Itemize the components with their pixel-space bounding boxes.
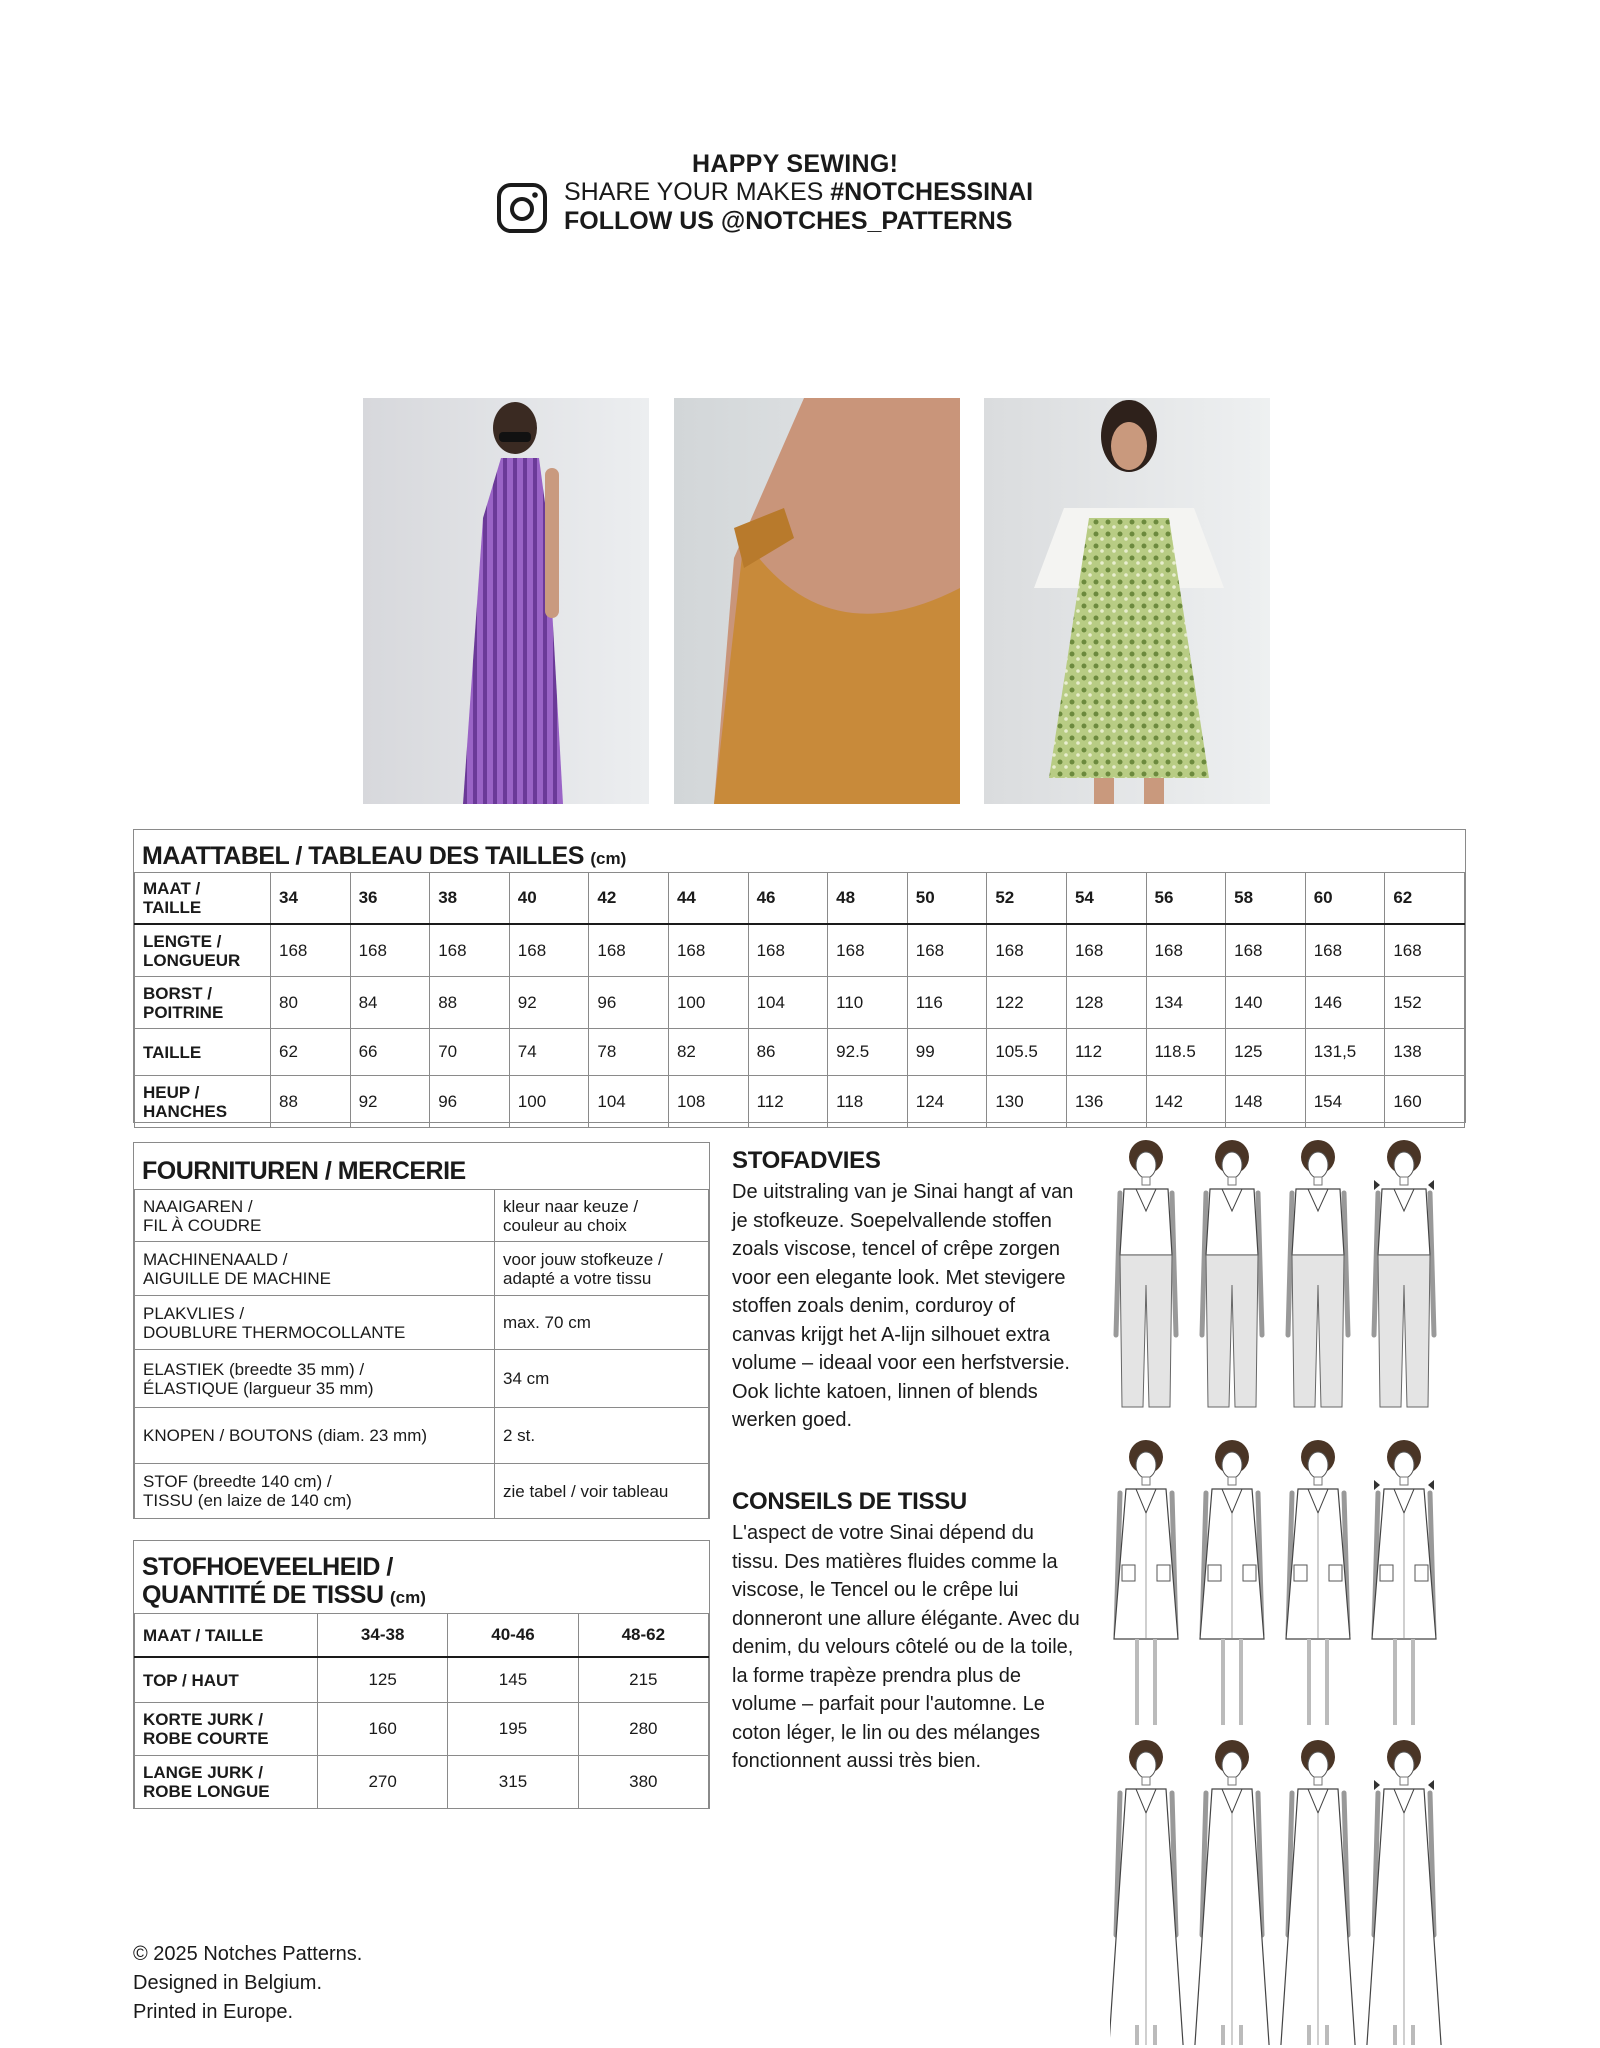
supply-value: max. 70 cm xyxy=(495,1296,709,1350)
garment-figure xyxy=(1116,1140,1176,1407)
value-cell: 215 xyxy=(578,1657,708,1703)
row-label: LANGE JURK / ROBE LONGUE xyxy=(135,1756,318,1809)
value-cell: 168 xyxy=(350,924,430,977)
size-row-hips xyxy=(135,1076,1465,1128)
technical-drawings xyxy=(1110,1135,1470,2045)
row-label: TOP / HAUT xyxy=(135,1657,318,1703)
size-cell: 60 xyxy=(1305,873,1385,925)
value-cell: 131,5 xyxy=(1305,1029,1385,1076)
copyright: © 2025 Notches Patterns. xyxy=(133,1943,363,1965)
printed-in: Printed in Europe. xyxy=(133,2001,294,2023)
value-cell: 168 xyxy=(1385,924,1465,977)
garment-figure xyxy=(1110,1740,1184,2045)
quantity-row-long-dress xyxy=(135,1756,709,1809)
value-cell: 62 xyxy=(271,1029,351,1076)
value-cell: 168 xyxy=(907,924,987,977)
size-cell: 34 xyxy=(271,873,351,925)
size-table-header-row xyxy=(135,873,1465,925)
share-prefix: SHARE YOUR MAKES xyxy=(564,178,831,206)
supplies-row xyxy=(135,1296,709,1350)
size-cell: 56 xyxy=(1146,873,1226,925)
row-label: BORST / POITRINE xyxy=(135,977,271,1029)
quantity-row-top xyxy=(135,1657,709,1703)
supply-item: NAAIGAREN / FIL À COUDRE xyxy=(135,1190,495,1242)
value-cell: 140 xyxy=(1226,977,1306,1029)
quantity-header-row xyxy=(135,1614,709,1658)
value-cell: 92.5 xyxy=(828,1029,908,1076)
value-cell: 380 xyxy=(578,1756,708,1809)
size-cell: 52 xyxy=(987,873,1067,925)
value-cell: 84 xyxy=(350,977,430,1029)
value-cell: 130 xyxy=(987,1076,1067,1128)
row-label: HEUP / HANCHES xyxy=(135,1076,271,1128)
supplies-row xyxy=(135,1408,709,1464)
value-cell: 66 xyxy=(350,1029,430,1076)
supply-item: STOF (breedte 140 cm) / TISSU (en laize de 140 cm) xyxy=(135,1464,495,1519)
value-cell: 145 xyxy=(448,1657,578,1703)
share-hashtag: #NOTCHESSINAI xyxy=(830,178,1034,206)
supplies-row xyxy=(135,1350,709,1408)
value-cell: 146 xyxy=(1305,977,1385,1029)
supplies-table xyxy=(134,1189,709,1519)
value-cell: 92 xyxy=(509,977,589,1029)
value-cell: 168 xyxy=(589,924,669,977)
garment-figure xyxy=(1374,1140,1434,1407)
value-cell: 168 xyxy=(1066,924,1146,977)
fabric-advice-heading-nl: STOFADVIES xyxy=(732,1147,881,1174)
quantity-row-short-dress xyxy=(135,1703,709,1756)
supply-value: kleur naar keuze / couleur au choix xyxy=(495,1190,709,1242)
value-cell: 124 xyxy=(907,1076,987,1128)
size-cell: 62 xyxy=(1385,873,1465,925)
value-cell: 110 xyxy=(828,977,908,1029)
fabric-advice-heading-fr: CONSEILS DE TISSU xyxy=(732,1488,967,1515)
size-range: 48-62 xyxy=(578,1614,708,1658)
garment-figure xyxy=(1372,1440,1436,1725)
value-cell: 136 xyxy=(1066,1076,1146,1128)
value-cell: 152 xyxy=(1385,977,1465,1029)
purple-striped-dress-photo xyxy=(363,398,649,804)
row-label: KORTE JURK / ROBE COURTE xyxy=(135,1703,318,1756)
value-cell: 118 xyxy=(828,1076,908,1128)
fabric-advice-text-nl: De uitstraling van je Sinai hangt af van je stofkeuze. Soepelvallende stoffen zoals viscose, tencel of crêpe zorgen voor een elegante look. Met stevigere stoffen zoals denim, corduroy of canvas krijgt het A-lijn silhouet extra volume – ideaal voor een herfstversie. Ook lichte katoen, linnen of blends werken goed. xyxy=(732,1181,1074,1431)
garment-figure xyxy=(1200,1440,1264,1725)
size-cell: 36 xyxy=(350,873,430,925)
size-header-label: MAAT / TAILLE xyxy=(135,873,271,925)
size-range: 34-38 xyxy=(318,1614,448,1658)
garment-figure xyxy=(1280,1740,1356,2045)
value-cell: 160 xyxy=(1385,1076,1465,1128)
supplies-row xyxy=(135,1242,709,1296)
happy-sewing-title: HAPPY SEWING! xyxy=(692,150,899,178)
row-label: TAILLE xyxy=(135,1029,271,1076)
fabric-advice-text-fr: L'aspect de votre Sinai dépend du tissu. Des matières fluides comme la viscose, le Tencel ou le crêpe lui donneront une allure élégante. Avec du denim, du velours côtelé ou de la toile, la forme trapèze prendra plus de volume – parfait pour l'automne. Le coton léger, le lin ou des mélanges fonctionnent aussi très bien. xyxy=(732,1522,1080,1772)
designed-in: Designed in Belgium. xyxy=(133,1972,322,1994)
value-cell: 270 xyxy=(318,1756,448,1809)
value-cell: 134 xyxy=(1146,977,1226,1029)
value-cell: 100 xyxy=(509,1076,589,1128)
value-cell: 168 xyxy=(987,924,1067,977)
value-cell: 99 xyxy=(907,1029,987,1076)
value-cell: 96 xyxy=(589,977,669,1029)
value-cell: 168 xyxy=(1305,924,1385,977)
footer xyxy=(133,1940,362,2027)
value-cell: 104 xyxy=(589,1076,669,1128)
value-cell: 168 xyxy=(271,924,351,977)
share-line xyxy=(564,178,1033,207)
instagram-icon xyxy=(496,182,548,234)
supply-value: zie tabel / voir tableau xyxy=(495,1464,709,1519)
value-cell: 125 xyxy=(1226,1029,1306,1076)
size-row-bust xyxy=(135,977,1465,1029)
supply-value: voor jouw stofkeuze / adapté a votre tissu xyxy=(495,1242,709,1296)
value-cell: 138 xyxy=(1385,1029,1465,1076)
value-cell: 160 xyxy=(318,1703,448,1756)
green-floral-short-dress-photo xyxy=(984,398,1270,804)
garment-illustrations xyxy=(1110,1135,1470,2045)
value-cell: 168 xyxy=(668,924,748,977)
value-cell: 112 xyxy=(1066,1029,1146,1076)
size-cell: 54 xyxy=(1066,873,1146,925)
size-cell: 44 xyxy=(668,873,748,925)
supplies-title: FOURNITUREN / MERCERIE xyxy=(142,1157,466,1185)
size-cell: 48 xyxy=(828,873,908,925)
value-cell: 88 xyxy=(430,977,510,1029)
value-cell: 74 xyxy=(509,1029,589,1076)
value-cell: 92 xyxy=(350,1076,430,1128)
value-cell: 86 xyxy=(748,1029,828,1076)
value-cell: 142 xyxy=(1146,1076,1226,1128)
size-table xyxy=(134,872,1465,1128)
value-cell: 100 xyxy=(668,977,748,1029)
size-cell: 50 xyxy=(907,873,987,925)
value-cell: 154 xyxy=(1305,1076,1385,1128)
supplies-row xyxy=(135,1464,709,1519)
fabric-quantity-title: STOFHOEVEELHEID / QUANTITÉ DE TISSU (cm) xyxy=(142,1553,426,1609)
value-cell: 280 xyxy=(578,1703,708,1756)
fabric-quantity-section xyxy=(133,1540,710,1809)
value-cell: 78 xyxy=(589,1029,669,1076)
value-cell: 168 xyxy=(1146,924,1226,977)
value-cell: 148 xyxy=(1226,1076,1306,1128)
value-cell: 96 xyxy=(430,1076,510,1128)
quantity-header-label: MAAT / TAILLE xyxy=(135,1614,318,1658)
value-cell: 88 xyxy=(271,1076,351,1128)
supply-value: 2 st. xyxy=(495,1408,709,1464)
garment-figure xyxy=(1288,1140,1348,1407)
supply-item: KNOPEN / BOUTONS (diam. 23 mm) xyxy=(135,1408,495,1464)
value-cell: 118.5 xyxy=(1146,1029,1226,1076)
supplies-section xyxy=(133,1142,710,1519)
size-cell: 40 xyxy=(509,873,589,925)
value-cell: 82 xyxy=(668,1029,748,1076)
value-cell: 195 xyxy=(448,1703,578,1756)
value-cell: 168 xyxy=(1226,924,1306,977)
supply-item: PLAKVLIES / DOUBLURE THERMOCOLLANTE xyxy=(135,1296,495,1350)
size-row-waist xyxy=(135,1029,1465,1076)
row-label: LENGTE / LONGUEUR xyxy=(135,924,271,977)
value-cell: 112 xyxy=(748,1076,828,1128)
garment-figure xyxy=(1366,1740,1442,2045)
garment-figure xyxy=(1286,1440,1350,1725)
follow-line: FOLLOW US @NOTCHES_PATTERNS xyxy=(564,207,1013,235)
size-row-length xyxy=(135,924,1465,977)
value-cell: 116 xyxy=(907,977,987,1029)
supply-item: MACHINENAALD / AIGUILLE DE MACHINE xyxy=(135,1242,495,1296)
value-cell: 122 xyxy=(987,977,1067,1029)
garment-figure xyxy=(1114,1440,1178,1725)
value-cell: 128 xyxy=(1066,977,1146,1029)
value-cell: 80 xyxy=(271,977,351,1029)
value-cell: 104 xyxy=(748,977,828,1029)
value-cell: 168 xyxy=(748,924,828,977)
value-cell: 125 xyxy=(318,1657,448,1703)
value-cell: 105.5 xyxy=(987,1029,1067,1076)
value-cell: 168 xyxy=(430,924,510,977)
garment-figure xyxy=(1202,1140,1262,1407)
value-cell: 315 xyxy=(448,1756,578,1809)
value-cell: 108 xyxy=(668,1076,748,1128)
size-table-section xyxy=(133,829,1466,1123)
size-table-title: MAATTABEL / TABLEAU DES TAILLES (cm) xyxy=(142,842,627,870)
mustard-tie-strap-top-photo xyxy=(674,398,960,804)
value-cell: 168 xyxy=(509,924,589,977)
fabric-quantity-table xyxy=(134,1613,709,1809)
value-cell: 168 xyxy=(828,924,908,977)
supply-item: ELASTIEK (breedte 35 mm) / ÉLASTIQUE (largueur 35 mm) xyxy=(135,1350,495,1408)
garment-figure xyxy=(1194,1740,1270,2045)
supplies-row xyxy=(135,1190,709,1242)
value-cell: 70 xyxy=(430,1029,510,1076)
size-cell: 42 xyxy=(589,873,669,925)
size-cell: 38 xyxy=(430,873,510,925)
size-range: 40-46 xyxy=(448,1614,578,1658)
size-cell: 46 xyxy=(748,873,828,925)
size-cell: 58 xyxy=(1226,873,1306,925)
supply-value: 34 cm xyxy=(495,1350,709,1408)
